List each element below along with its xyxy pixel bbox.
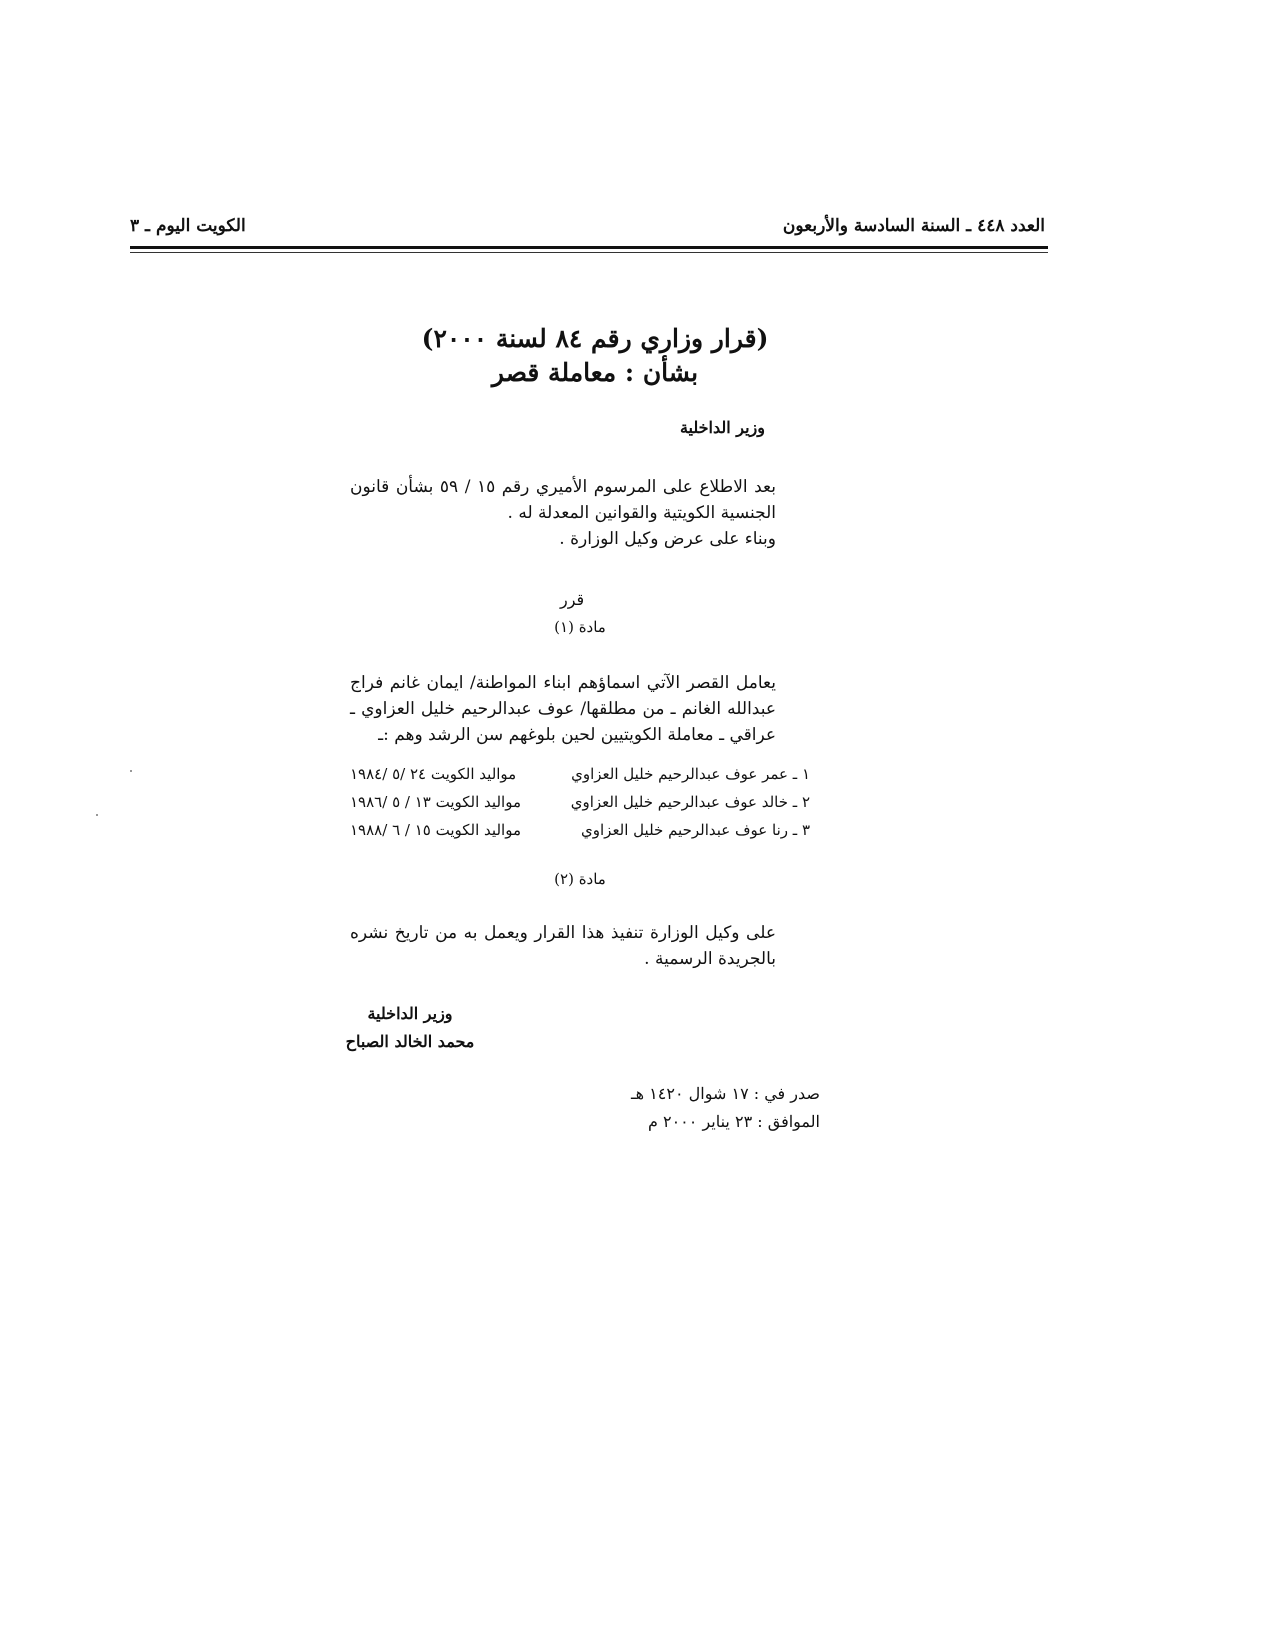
article-2-paragraph: على وكيل الوزارة تنفيذ هذا القرار ويعمل به من تاريخ نشره بالجريدة الرسمية . xyxy=(350,923,776,969)
signatory-title: وزير الداخلية xyxy=(367,1004,453,1023)
children-list xyxy=(350,760,810,844)
issue-number-header: العدد ٤٤٨ ـ السنة السادسة والأربعون xyxy=(782,216,1045,236)
minister-intro: وزير الداخلية xyxy=(679,418,765,437)
child-birth: مواليد الكويت ١٥ / ٦ /١٩٨٨ xyxy=(350,821,521,839)
list-item xyxy=(350,816,810,844)
article-1-paragraph: يعامل القصر الآتي اسماؤهم ابناء المواطنة/ ايمان غانم فراج عبدالله الغانم ـ من مطلقها/ عوف عبدالرحيم خليل العزاوي ـ عراقي ـ معاملة الكويتيين لحين بلوغهم سن الرشد وهم :ـ xyxy=(350,673,776,745)
issue-date-block xyxy=(540,1080,820,1136)
article-1-heading: مادة (١) xyxy=(554,618,606,636)
preamble-paragraph-1: بعد الاطلاع على المرسوم الأميري رقم ١٥ / ٥٩ بشأن قانون الجنسية الكويتية والقوانين المعدلة له . xyxy=(350,477,776,523)
header-rule-thin xyxy=(130,252,1048,253)
article-2-heading: مادة (٢) xyxy=(554,870,606,888)
child-name: ١ ـ عمر عوف عبدالرحيم خليل العزاوي xyxy=(571,765,810,783)
header-rule-thick xyxy=(130,246,1048,249)
decided-label: قرر xyxy=(560,590,585,609)
child-birth: مواليد الكويت ٢٤ /٥ /١٩٨٤ xyxy=(350,765,517,783)
list-item xyxy=(350,760,810,788)
issued-date-gregorian: الموافق : ٢٣ يناير ٢٠٠٠ م xyxy=(647,1112,820,1131)
decree-subject: بشأن : معاملة قصر xyxy=(491,358,699,387)
decree-title-line1: (قرار وزاري رقم ٨٤ لسنة ٢٠٠٠) xyxy=(421,324,769,353)
signatory-name: محمد الخالد الصباح xyxy=(345,1032,475,1051)
issued-date-hijri: صدر في : ١٧ شوال ١٤٢٠ هـ xyxy=(630,1084,820,1103)
preamble xyxy=(350,474,810,552)
child-name: ٢ ـ خالد عوف عبدالرحيم خليل العزاوي xyxy=(570,793,810,811)
child-birth: مواليد الكويت ١٣ / ٥ /١٩٨٦ xyxy=(350,793,521,811)
signature-block xyxy=(330,1000,490,1056)
publication-header: الكويت اليوم ـ ٣ xyxy=(130,216,246,236)
list-item xyxy=(350,788,810,816)
scan-speck xyxy=(130,770,132,772)
child-name: ٣ ـ رنا عوف عبدالرحيم خليل العزاوي xyxy=(581,821,810,839)
preamble-paragraph-2: وبناء على عرض وكيل الوزارة . xyxy=(559,529,776,549)
scan-speck xyxy=(96,814,98,816)
article-2-text xyxy=(350,920,810,972)
decree-title xyxy=(380,322,810,390)
article-1-text xyxy=(350,670,810,748)
